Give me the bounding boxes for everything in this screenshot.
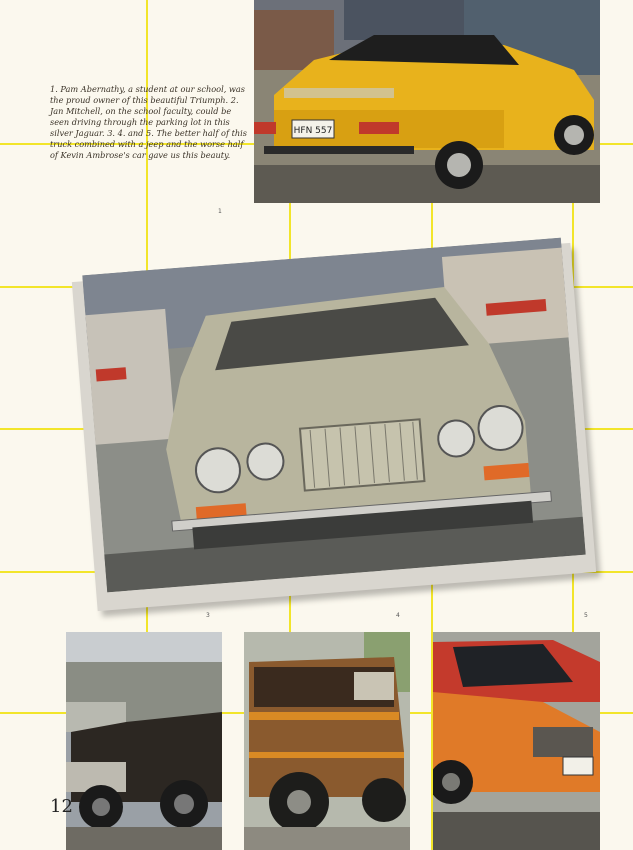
photo-number-2: 2 bbox=[563, 551, 567, 558]
photo-number-1: 1 bbox=[218, 208, 222, 215]
photo-orange-car bbox=[433, 632, 600, 850]
photo-jeep bbox=[244, 632, 410, 850]
photo-number-3: 3 bbox=[206, 612, 210, 619]
page-number: 12 bbox=[50, 796, 73, 817]
photo-truck bbox=[66, 632, 222, 850]
photo-number-5: 5 bbox=[584, 612, 588, 619]
license-plate-text: HFN 557 bbox=[293, 126, 333, 136]
photo-number-4: 4 bbox=[396, 612, 400, 619]
photo-caption: 1. Pam Abernathy, a student at our school, was the proud owner of this beautiful Triumph. 2. Jan Mitchell, on the school faculty, could be seen driving through the parking lot in this silver Jaguar. 3. 4. and 5. The better half of this truck combined with a jeep and the worse half of Kevin Ambrose's car gave us this beauty. bbox=[50, 84, 248, 160]
photo-jaguar bbox=[82, 238, 585, 593]
photo-triumph bbox=[254, 0, 600, 203]
